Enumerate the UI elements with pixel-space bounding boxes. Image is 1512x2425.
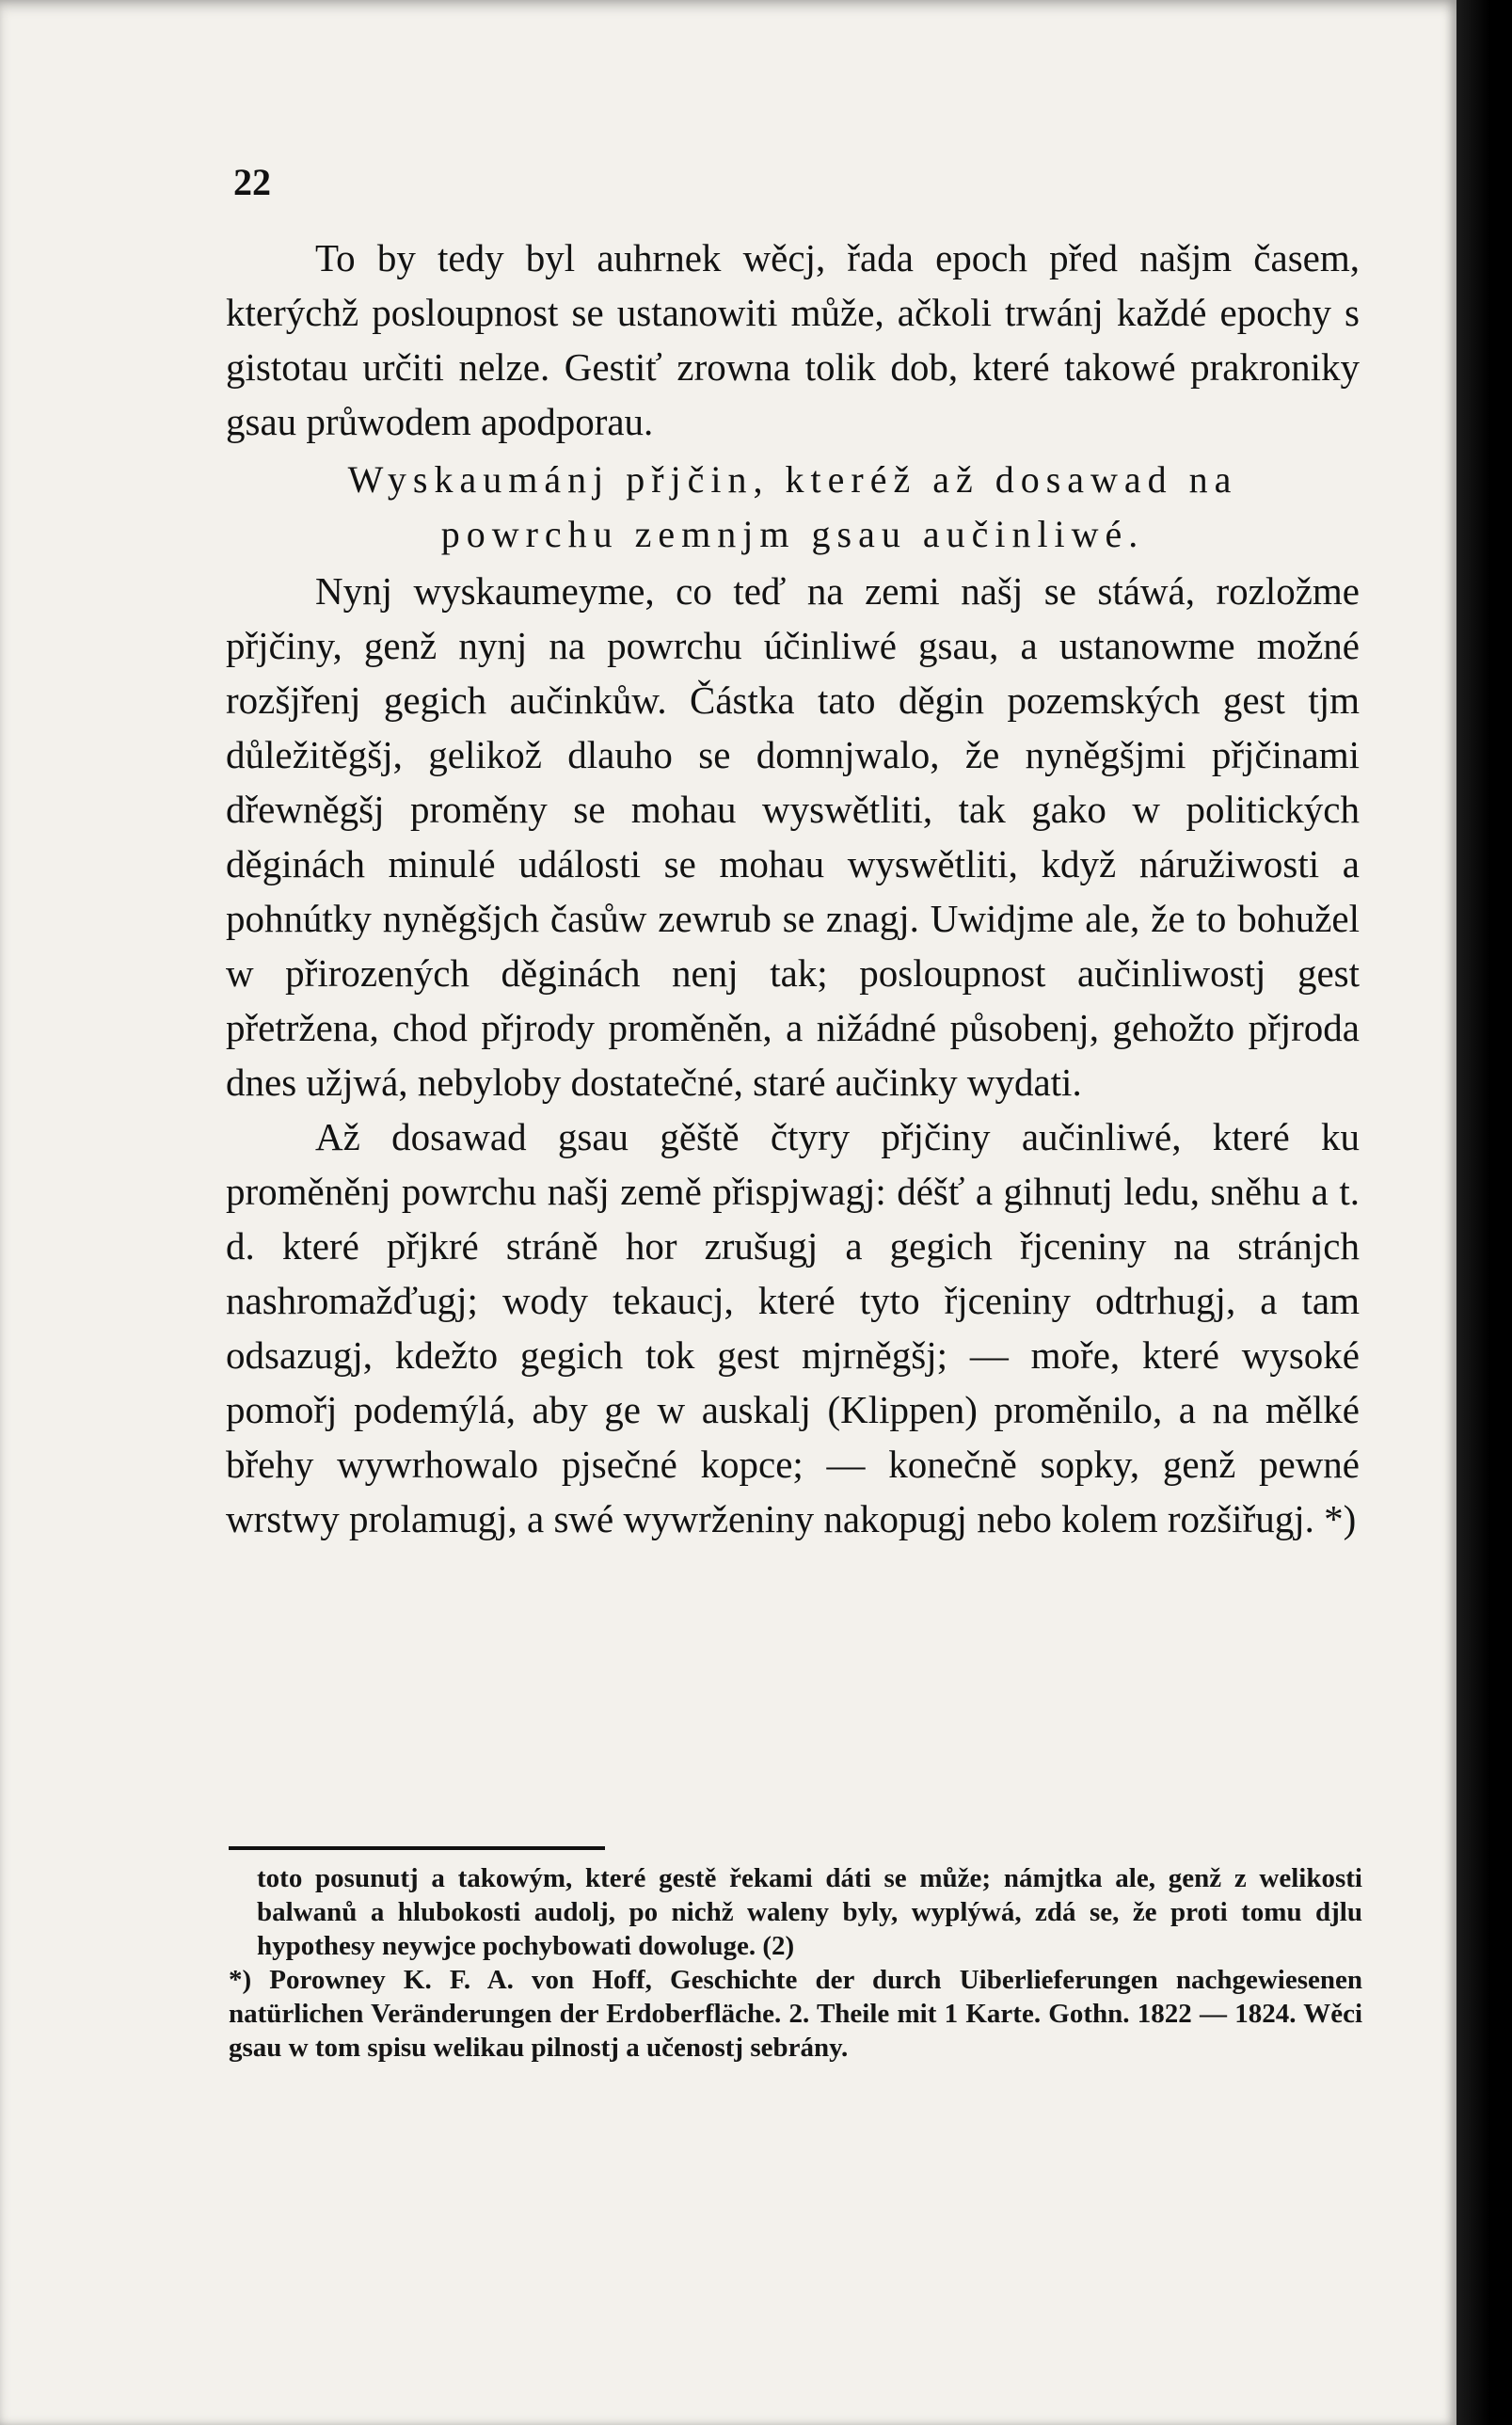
paragraph: Až dosawad gsau gěště čtyry přjčiny aučinliwé, které ku proměněnj powrchu našj země přispjwagj: déšť a gihnutj ledu, sněhu a t. d. které přjkré stráně hor zrušugj a gegich řjceniny na stránjch nashromažďugj; wody tekaucj, které tyto řjceniny odtrhugj, a tam odsazugj, kdežto gegich tok gest mjrněgšj; — moře, které wysoké pomořj podemýlá, aby ge w auskalj (Klippen) proměnilo, a na mělké břehy wywrhowalo pjsečné kopce; — konečně sopky, genž pewné wrstwy prolamugj, a swé wywrženiny nakopugj nebo kolem rozšiřugj. *) [226, 1115, 1360, 1540]
page-number: 22 [233, 161, 271, 203]
paragraph: To by tedy byl auhrnek wěcj, řada epoch před našjm časem, kterýchž posloupnost se ustanowiti může, ačkoli trwánj každé epochy s gistotau určiti nelze. Gestiť zrowna tolik dob, které takowé prakroniky gsau průwodem apodporau. [226, 236, 1360, 443]
section-heading-line: Wyskaumánj přjčin, kteréž až dosawad na [347, 458, 1238, 501]
paragraph: Nynj wyskaumeyme, co teď na zemi našj se stáwá, rozložme přjčiny, genž nynj na powrchu účinliwé gsau, a ustanowme možné rozšjřenj gegich aučinkůw. Částka tato děgin pozemských gest tjm důležitěgšj, gelikož dlauho se domnjwalo, že nyněgšjmi přjčinami dřewněgšj proměny se mohau wyswětliti, tak gako w politických děginách minulé události se mohau wyswětliti, když náružiwosti a pohnútky nyněgšjch časůw zewrub se znagj. Uwidjme ale, že to bohužel w přirozených děginách nenj tak; posloupnost aučinliwostj gest přetržena, chod přjrody proměněn, a nižádné působenj, gehožto přjroda dnes užjwá, nebyloby dostatečné, staré aučinky wydati. [226, 569, 1360, 1104]
section-heading [226, 453, 1360, 562]
footnote-divider [229, 1846, 605, 1850]
footnote: toto posunutj a takowým, které gestě řekami dáti se může; námjtka ale, genž z welikosti balwanů a hlubokosti audolj, po nichž waleny byly, wyplýwá, zdá se, že proti tomu djlu hypothesy neywjce pochybowati dowoluge. (2) [257, 1863, 1362, 1961]
scan-edge [1456, 0, 1512, 2425]
main-text [226, 231, 1360, 1546]
footnote: *) Porowney K. F. A. von Hoff, Geschichte der durch Uiberlieferungen nachgewiesenen natürlichen Veränderungen der Erdoberfläche. 2. Theile mit 1 Karte. Gothn. 1822 — 1824. Wěci gsau w tom spisu welikau pilnostj a učenostj sebrány. [229, 1965, 1362, 2063]
footnotes [229, 1861, 1362, 2065]
section-heading-line: powrchu zemnjm gsau aučinliwé. [440, 513, 1145, 555]
